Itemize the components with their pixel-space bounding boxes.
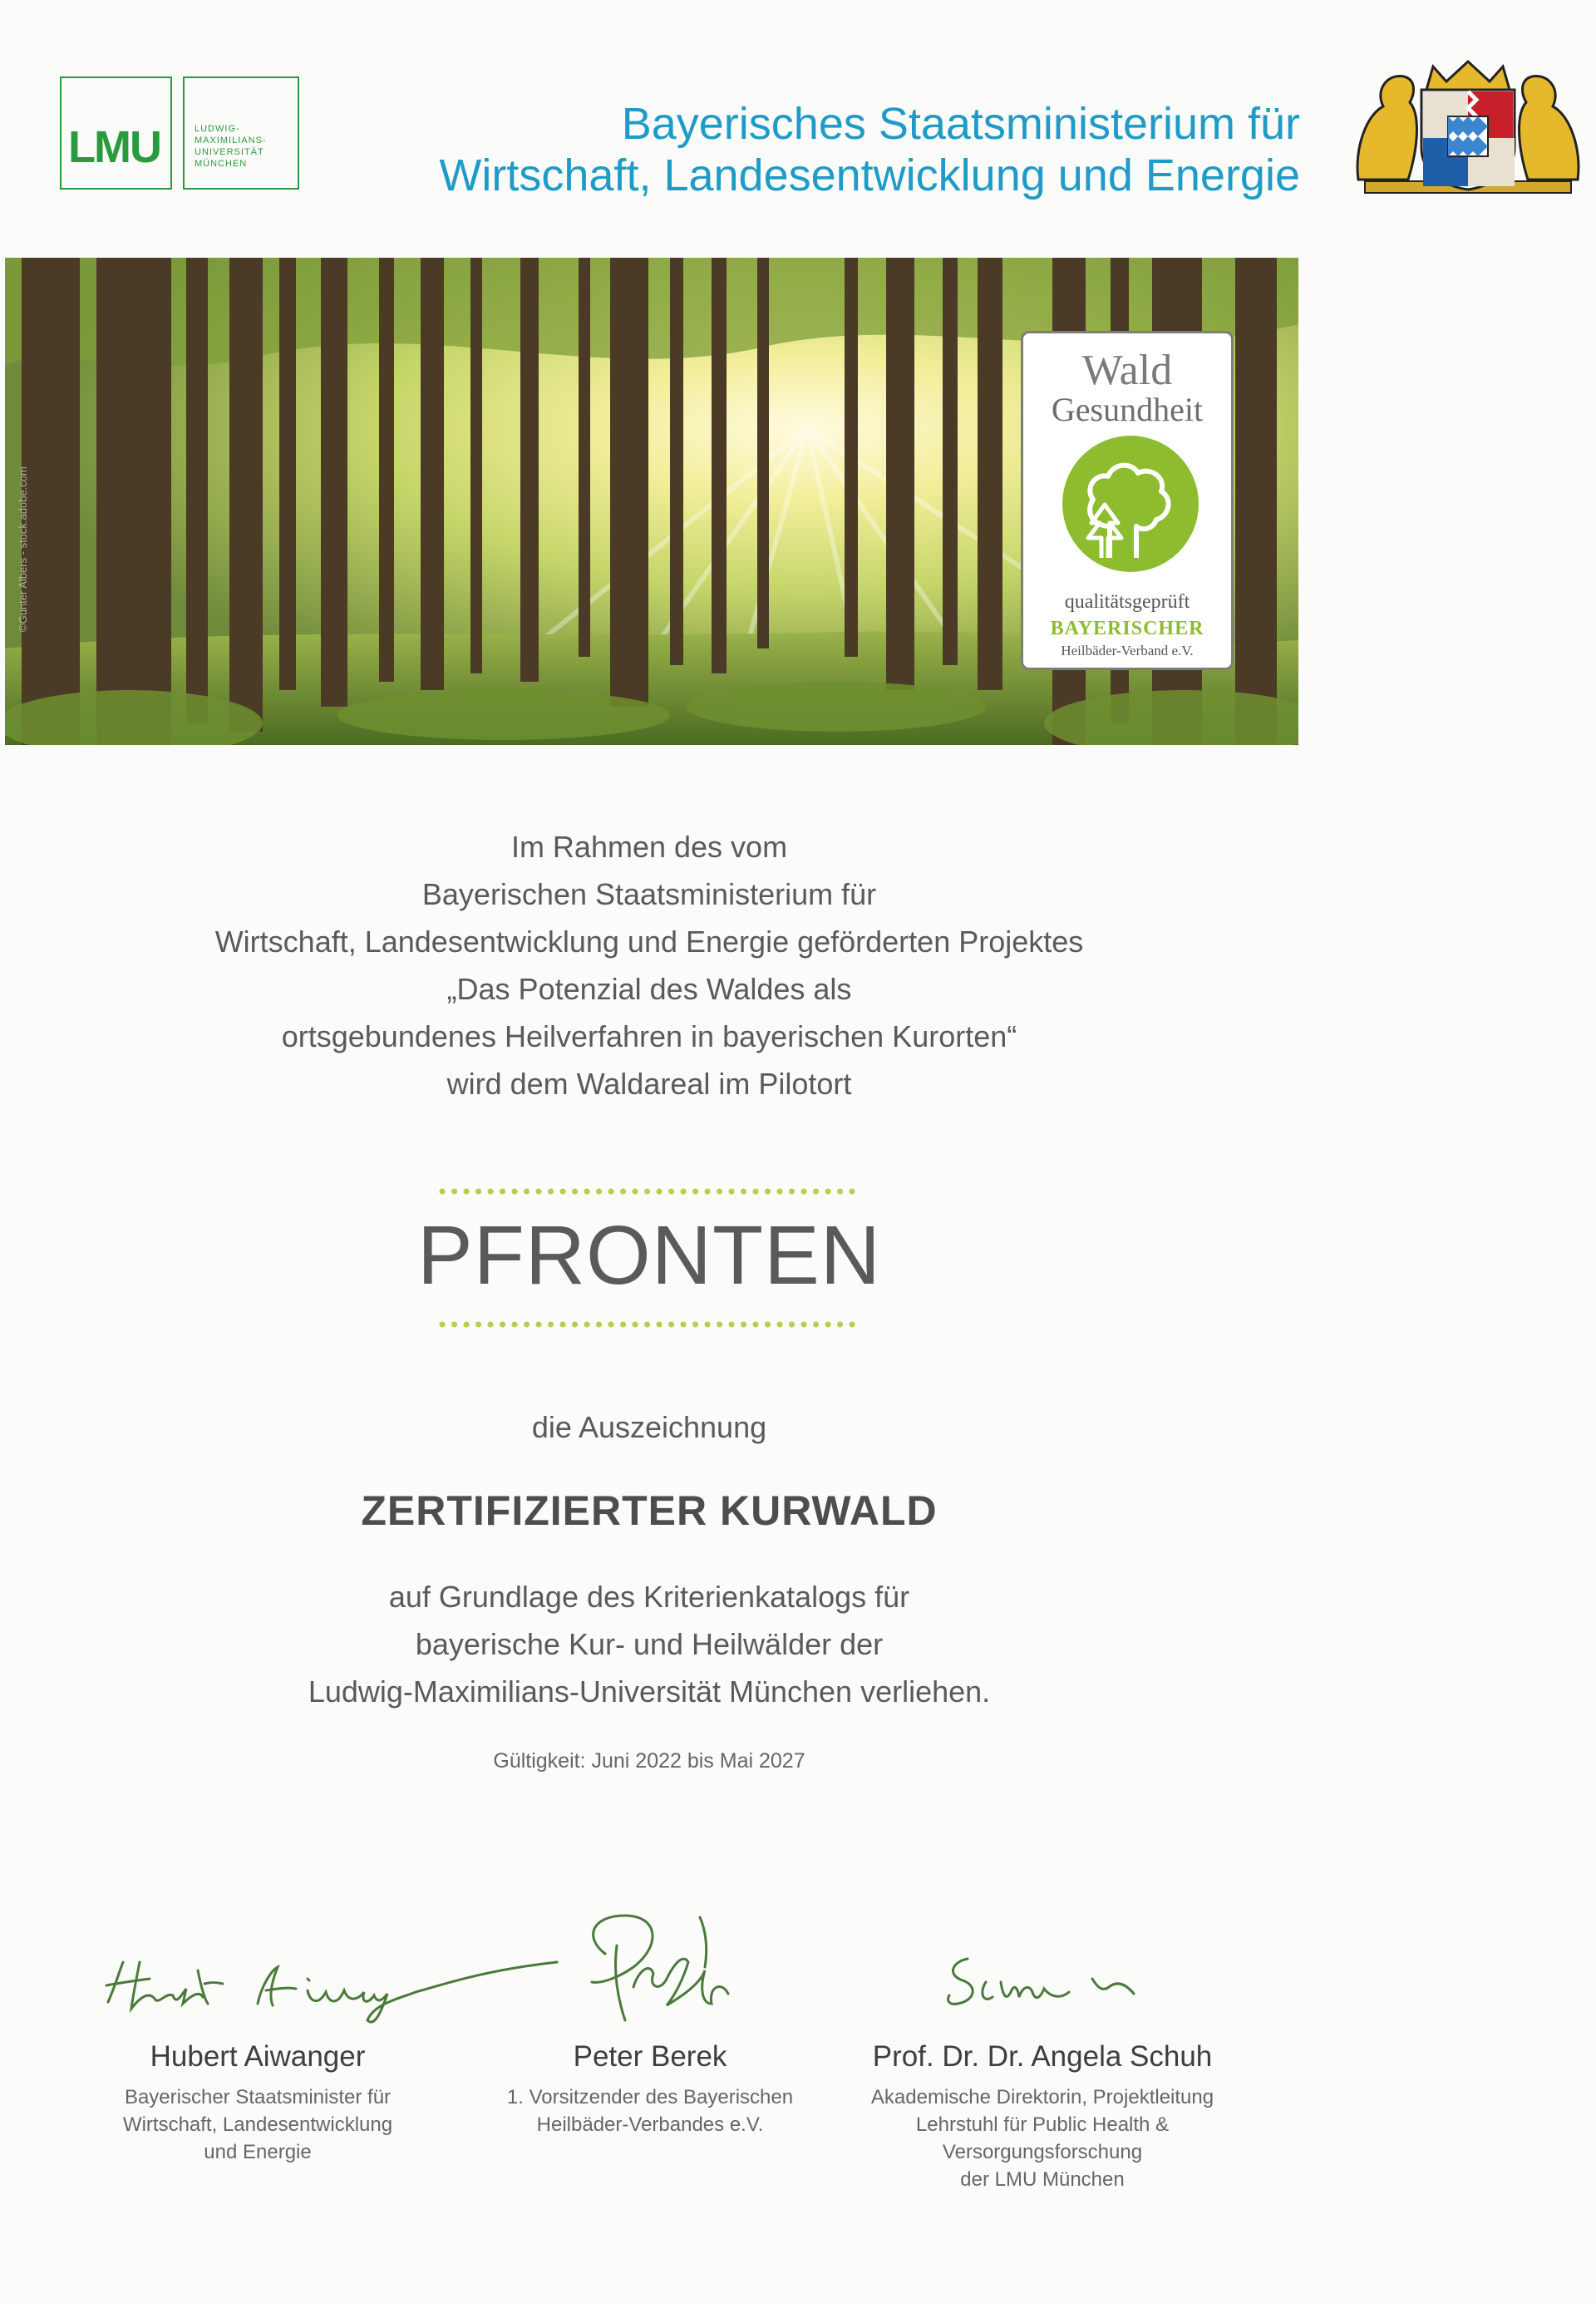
ministry-title-line1: Bayerisches Staatsministerium für	[621, 99, 1300, 149]
signature-berek	[559, 1904, 758, 2029]
basis-line: Ludwig-Maximilians-Universität München verliehen.	[308, 1674, 991, 1709]
lmu-logo	[60, 76, 301, 193]
basis-line: auf Grundlage des Kriterienkatalogs für	[388, 1580, 910, 1614]
intro-line: wird dem Waldareal im Pilotort	[446, 1067, 852, 1101]
signatory-role: Bayerischer Staatsminister für Wirtschaft, Landesentwicklung und Energie	[122, 2086, 393, 2163]
place-name: PFRONTEN	[417, 1209, 881, 1302]
signatory-name: Prof. Dr. Dr. Angela Schuh	[872, 2040, 1213, 2073]
seal-word-wald: Wald	[1081, 347, 1173, 394]
dotted-divider-top	[439, 1186, 864, 1196]
signatory-schuh	[818, 1937, 1267, 2220]
intro-line: Im Rahmen des vom	[510, 830, 788, 864]
lmu-logo-textbox	[183, 76, 299, 190]
lmu-logo-text: LUDWIG- MAXIMILIANS- UNIVERSITÄT MÜNCHEN	[195, 124, 267, 169]
validity-period: Gültigkeit: Juni 2022 bis Mai 2027	[493, 1749, 805, 1773]
signatory-berek	[426, 1904, 874, 2153]
signatory-name: Hubert Aiwanger	[150, 2040, 366, 2073]
award-lead: die Auszeichnung	[531, 1410, 767, 1444]
intro-text	[0, 823, 1298, 1107]
signatory-role: 1. Vorsitzender des Bayerischen Heilbäder-Verbandes e.V.	[506, 2086, 794, 2136]
signature-schuh	[943, 1954, 1159, 2020]
lmu-logo-box	[60, 76, 172, 190]
award-title: ZERTIFIZIERTER KURWALD	[361, 1487, 938, 1534]
seal-association-sub: Heilbäder-Verband e.V.	[1061, 643, 1194, 658]
ministry-title-line2: Wirtschaft, Landesentwicklung und Energie	[439, 150, 1300, 200]
intro-line: Wirtschaft, Landesentwicklung und Energie geförderten Projektes	[214, 925, 1084, 959]
intro-line: „Das Potenzial des Waldes als	[446, 972, 852, 1006]
seal-qualified: qualitätsgeprüft	[1064, 591, 1190, 613]
basis-text	[0, 1573, 1298, 1715]
signatory-name: Peter Berek	[573, 2040, 727, 2073]
intro-line: Bayerischen Staatsministerium für	[421, 877, 877, 911]
seal-tree-icon	[1060, 433, 1201, 575]
ministry-title	[439, 98, 1300, 201]
signatory-role: Akademische Direktorin, Projektleitung Lehrstuhl für Public Health & Versorgungsforschung der LMU München	[870, 2086, 1214, 2191]
signatory-aiwanger	[33, 1937, 482, 2187]
bavarian-coat-of-arms	[1350, 57, 1586, 201]
dotted-divider-bottom	[439, 1319, 864, 1329]
intro-line: ortsgebundenes Heilverfahren in bayerischen Kurorten“	[281, 1019, 1017, 1053]
seal-association: BAYERISCHER	[1050, 618, 1204, 639]
seal-word-gesundheit: Gesundheit	[1051, 391, 1204, 428]
basis-line: bayerische Kur- und Heilwälder der	[415, 1627, 884, 1661]
wald-gesundheit-seal	[1021, 331, 1234, 670]
photo-credit: ©Gunter Albers - stock.adobe.com	[17, 466, 29, 632]
lmu-logo-mark: LMU	[68, 122, 160, 172]
